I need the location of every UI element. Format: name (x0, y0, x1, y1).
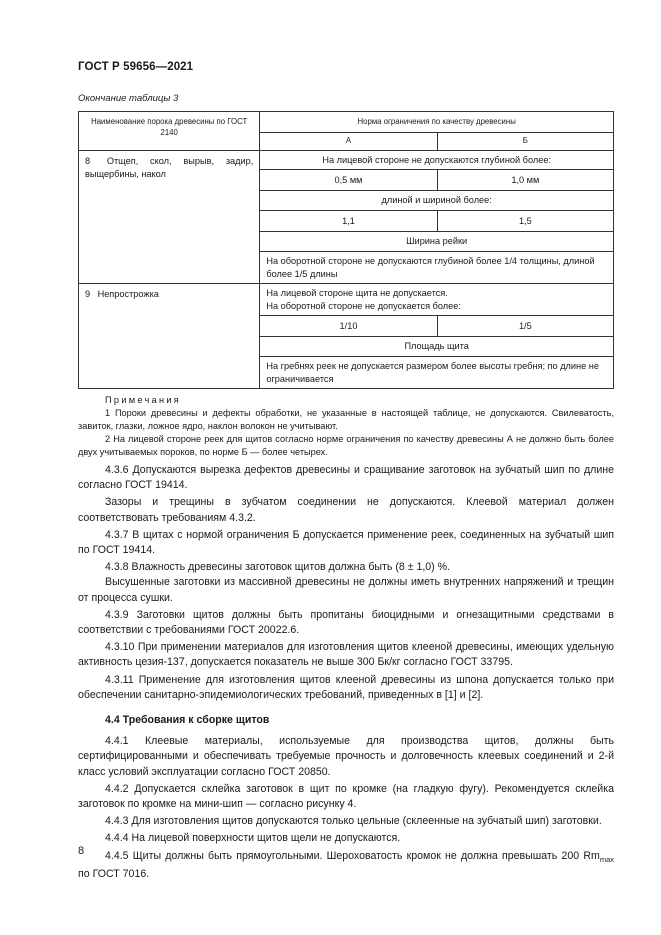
para-4-4-2: 4.4.2 Допускается склейка заготовок в щит по кромке (на гладкую фугу). Рекомендуется склейка заготовок по кромке на мини-шип — согласно рисунку 4. (78, 782, 614, 811)
defects-table (78, 111, 614, 389)
row8-length-width: длиной и шириной более: (260, 191, 614, 211)
para-4-3-9: 4.3.9 Заготовки щитов должны быть пропитаны биоцидными и огнезащитными средствами в соответствии с требованиями ГОСТ 20022.6. (78, 608, 614, 637)
header-col-a: А (260, 133, 437, 151)
notes-block (78, 394, 614, 459)
row9-face-line1: На лицевой стороне щита не допускается. (266, 288, 448, 298)
para-4-4-4: 4.4.4 На лицевой поверхности щитов щели не допускаются. (105, 832, 401, 845)
row9-name: Непрострожка (97, 289, 159, 299)
para-4-3-8: 4.3.8 Влажность древесины заготовок щитов должна быть (8 ± 1,0) %. (105, 561, 451, 574)
para-4-3-6: 4.3.6 Допускаются вырезка дефектов древесины и сращивание заготовок на зубчатый шип по длине согласно ГОСТ 19414. (78, 464, 614, 492)
para-4-4-5 (78, 849, 614, 883)
para-4-3-7: 4.3.7 В щитах с нормой ограничения Б допускается применение реек, соединенных на зубчатый шип по ГОСТ 19414. (78, 528, 614, 557)
notes-title: Примечания (105, 395, 182, 405)
row8-depth-a: 0,5 мм (260, 170, 437, 191)
row8-lw-a: 1,1 (260, 211, 437, 232)
row8-face-depth: На лицевой стороне не допускаются глубиной более: (260, 151, 614, 170)
para-4-3-10: 4.3.10 При применении материалов для изготовления щитов клееной древесины, имеющих удельную активность цезия-137, допускается показатель не выше 300 Бк/кг согласно ГОСТ 33795. (78, 641, 614, 669)
section-4-4-heading: 4.4 Требования к сборке щитов (105, 714, 270, 727)
row9-number: 9 (85, 289, 91, 299)
row8-lw-b: 1,5 (437, 211, 613, 232)
row8-defect (79, 151, 260, 284)
row8-back-side: На оборотной стороне не допускаются глубиной более 1/4 толщины, длиной более 1/5 длины (260, 252, 614, 284)
row8-strip-width: Ширина рейки (260, 232, 614, 252)
row9-panel-area: Площадь щита (260, 337, 614, 357)
header-col-b: Б (437, 133, 613, 151)
row9-defect (79, 284, 260, 389)
standard-header: ГОСТ Р 59656—2021 (78, 61, 194, 73)
para-4-4-5-end: по ГОСТ 7016. (78, 867, 150, 880)
body-text (78, 463, 614, 882)
para-4-4-5-main: 4.4.5 Щиты должны быть прямоугольными. Шероховатость кромок не должна превышать 200 Rm (105, 849, 600, 862)
header-defect-name: Наименование порока древесины по ГОСТ 2140 (79, 112, 260, 151)
para-4-4-3: 4.4.3 Для изготовления щитов допускаются только цельные (склеенные на зубчатый шип) заготовки. (105, 815, 602, 828)
para-4-3-8-b: Высушенные заготовки из массивной древесины не должны иметь внутренних напряжений и трещин от процесса сушки. (78, 576, 614, 604)
note-1: 1 Пороки древесины и дефекты обработки, не указанные в настоящей таблице, не допускаются. Свилеватость, завиток, глазки, ложное ядро, наклон волокон не учитывают. (78, 408, 614, 431)
para-4-4-1: 4.4.1 Клеевые материалы, используемые для производства щитов, должны быть сертифицированными и обеспечивать требуемые прочность и долговечность клеевых соединений и 2-й класс условий эксплуатации согласно ГОСТ 20850. (78, 735, 614, 778)
header-norm: Норма ограничения по качеству древесины (260, 112, 614, 133)
row8-name: Отщеп, скол, вырыв, задир, выщербины, накол (85, 156, 254, 179)
table-caption: Окончание таблицы 3 (78, 93, 179, 104)
row9-face-line2: На оборотной стороне не допускается более: (266, 300, 461, 311)
row9-val-a: 1/10 (260, 316, 437, 337)
row9-face (260, 284, 614, 316)
para-4-4-5-sub: max (599, 854, 614, 864)
row8-number: 8 (85, 156, 91, 166)
para-4-3-6-b: Зазоры и трещины в зубчатом соединении не допускаются. Клеевой материал должен соответствовать требованиям 4.3.2. (78, 496, 614, 524)
note-2: 2 На лицевой стороне реек для щитов согласно норме ограничения по качеству древесины А не должно быть более двух учитываемых пороков, по норме Б — более четырех. (78, 434, 614, 457)
row9-ridges: На гребнях реек не допускается размером более высоты гребня; по длине не ограничивается (260, 357, 614, 389)
row9-val-b: 1/5 (437, 316, 613, 337)
page-number: 8 (78, 845, 85, 857)
row8-depth-b: 1,0 мм (437, 170, 613, 191)
para-4-3-11: 4.3.11 Применение для изготовления щитов клееной древесины из шпона допускается только при обеспечении санитарно-эпидемиологических требований, приведенных в [1] и [2]. (78, 673, 614, 701)
